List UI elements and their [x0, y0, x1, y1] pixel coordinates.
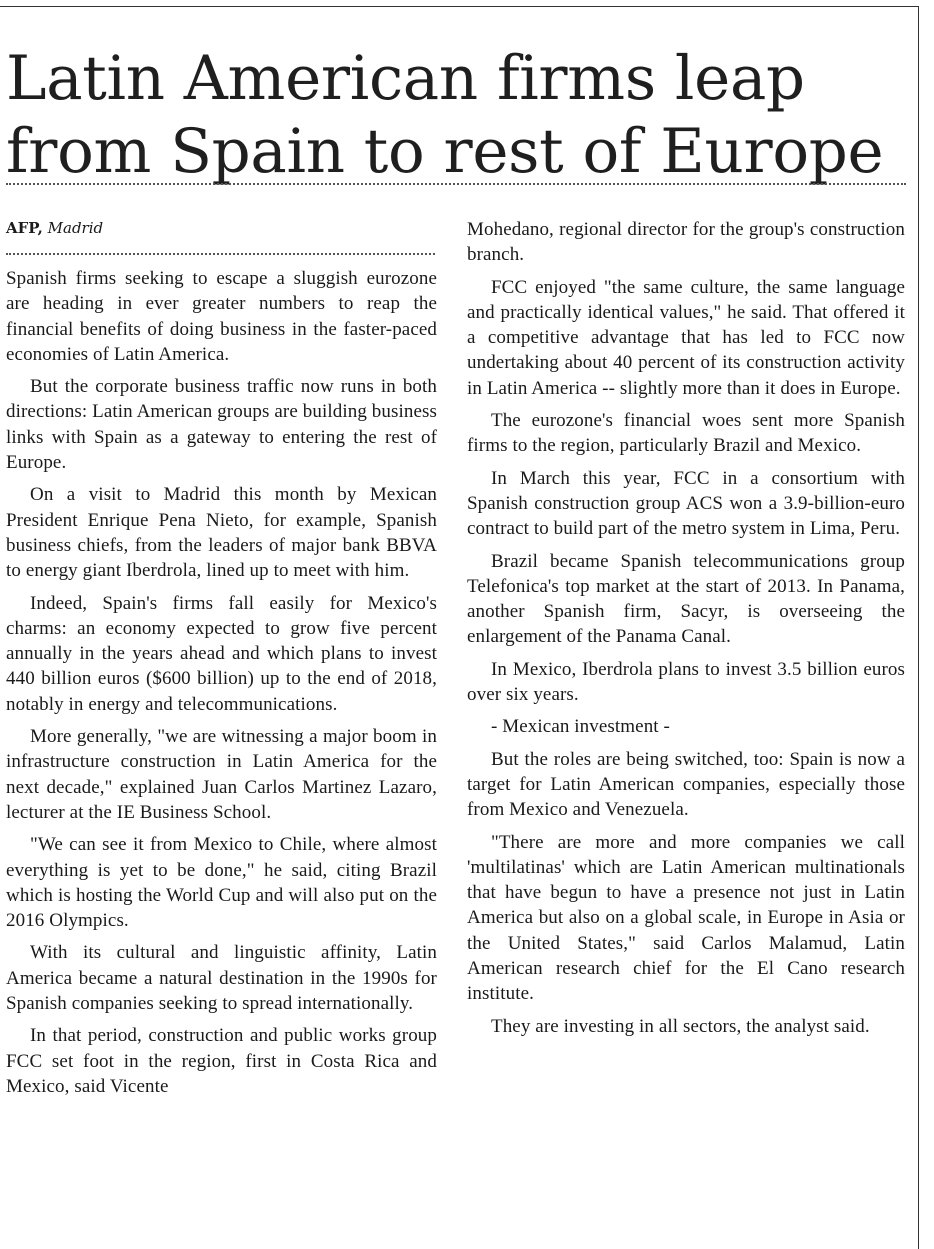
byline-dotted-divider — [6, 253, 435, 255]
paragraph: In that period, construction and public works group FCC set foot in the region, first in Costa Rica and Mexico, said Vicente — [6, 1025, 437, 1097]
paragraph: The eurozone's financial woes sent more Spanish firms to the region, particularly Brazil and Mexico. — [467, 410, 905, 457]
headline-dotted-divider — [6, 183, 906, 185]
paragraph: But the corporate business traffic now runs in both directions: Latin American groups are building business links with Spain as a gateway to entering the rest of Europe. — [6, 376, 437, 474]
paragraph: With its cultural and linguistic affinity, Latin America became a natural destination in the 1990s for Spanish companies seeking to spread internationally. — [6, 942, 437, 1015]
article-column-left — [6, 266, 437, 1106]
paragraph: "There are more and more companies we call 'multilatinas' which are Latin American multinationals that have begun to have a presence not just in Latin America but also on a global scale, in Europe in Asia or the United States," said Carlos Malamud, Latin American research chief for the El Cano research institute. — [467, 831, 905, 1005]
paragraph: Mohedano, regional director for the group's construction branch. — [467, 219, 905, 266]
top-border-rule — [0, 6, 918, 7]
paragraph: Brazil became Spanish telecommunications group Telefonica's top market at the start of 2013. In Panama, another Spanish firm, Sacyr, is overseeing the enlargement of the Panama Canal. — [467, 550, 905, 648]
paragraph: In March this year, FCC in a consortium with Spanish construction group ACS won a 3.9-billion-euro contract to build part of the metro system in Lima, Peru. — [467, 467, 905, 540]
byline-agency: AFP, — [6, 219, 43, 237]
paragraph: Spanish firms seeking to escape a sluggish eurozone are heading in ever greater numbers to reap the financial benefits of doing business in the faster-paced economies of Latin America. — [6, 268, 437, 365]
paragraph: FCC enjoyed "the same culture, the same language and practically identical values," he said. That offered it a competitive advantage that has led to FCC now undertaking about 40 percent of its construction activity in Latin America -- slightly more than it does in Europe. — [467, 276, 905, 399]
article-byline — [6, 218, 103, 238]
paragraph: In Mexico, Iberdrola plans to invest 3.5 billion euros over six years. — [467, 658, 905, 706]
paragraph: Indeed, Spain's firms fall easily for Mexico's charms: an economy expected to grow five percent annually in the years ahead and which plans to invest 440 billion euros ($600 billion) up to the end of 2018, notably in energy and telecommunications. — [6, 592, 437, 715]
paragraph: They are investing in all sectors, the analyst said. — [491, 1015, 870, 1037]
section-subhead: - Mexican investment - — [491, 716, 670, 738]
paragraph: More generally, "we are witnessing a major boom in infrastructure construction in Latin America for the next decade," explained Juan Carlos Martinez Lazaro, lecturer at the IE Business School. — [6, 726, 437, 823]
article-column-right — [467, 217, 905, 1046]
right-border-rule — [918, 6, 919, 1249]
paragraph: "We can see it from Mexico to Chile, where almost everything is yet to be done," he said, citing Brazil which is hosting the World Cup and will also put on the 2016 Olympics. — [6, 834, 437, 932]
byline-dateline: Madrid — [47, 219, 104, 237]
paragraph: But the roles are being switched, too: Spain is now a target for Latin American companies, especially those from Mexico and Venezuela. — [467, 748, 905, 821]
paragraph: On a visit to Madrid this month by Mexican President Enrique Pena Nieto, for example, Spanish business chiefs, from the leaders of major bank BBVA to energy giant Iberdrola, lined up to meet with him. — [6, 484, 437, 582]
article-headline: Latin American firms leap from Spain to rest of Europe — [6, 43, 884, 187]
